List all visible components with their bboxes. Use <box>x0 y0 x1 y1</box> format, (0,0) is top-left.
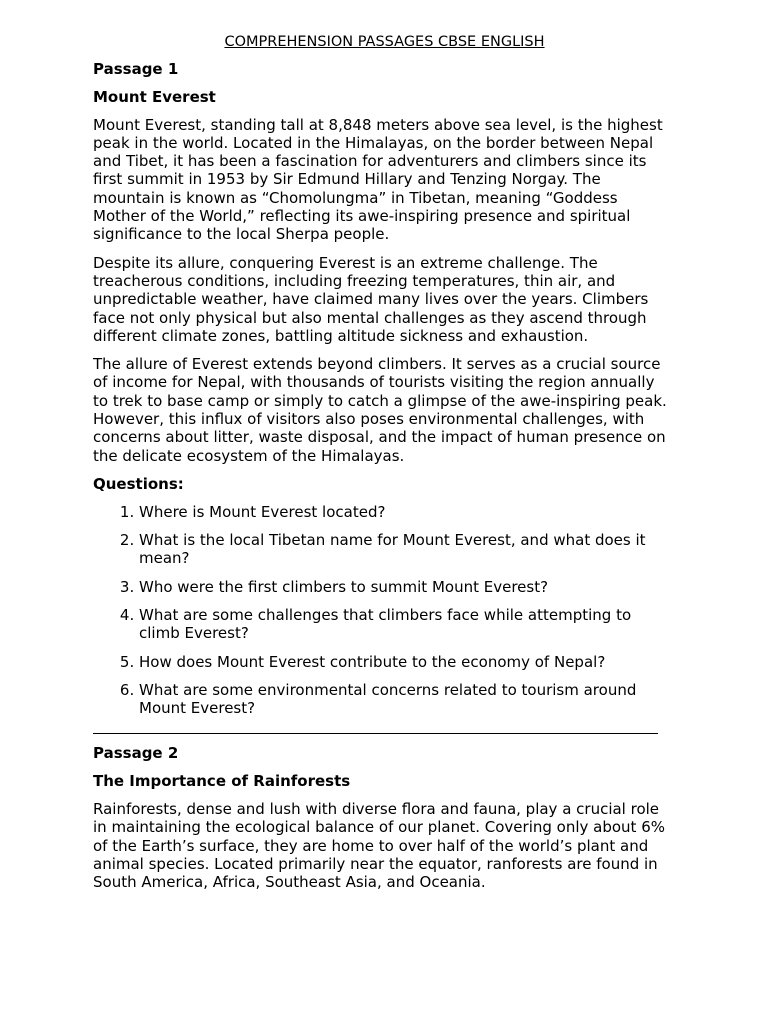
passage-1-heading: Mount Everest <box>93 87 216 106</box>
passage-2-label: Passage 2 <box>93 744 179 763</box>
question-item: 4. What are some challenges that climbers face while attempting to climb Everest? <box>139 606 673 643</box>
section-divider <box>93 733 658 734</box>
passage-2-heading: The Importance of Rainforests <box>93 772 351 791</box>
passage-2-paragraph: Rainforests, dense and lush with diverse flora and fauna, play a crucial role in maintaining the ecological balance of our planet. Covering only about 6% of the Earth’s surface, they are home to over half of the world’s plant and animal species. Located primarily near the equator, ranforests are found in South America, Africa, Southeast Asia, and Oceania. <box>93 800 666 892</box>
question-item: 6. What are some environmental concerns related to tourism around Mount Everest? <box>139 681 673 718</box>
passage-1-paragraph: The allure of Everest extends beyond climbers. It serves as a crucial source of income for Nepal, with thousands of tourists visiting the region annually to trek to base camp or simply to catch a glimpse of the awe-inspiring peak. However, this influx of visitors also poses environmental challenges, with concerns about litter, waste disposal, and the impact of human presence on the delicate ecosystem of the Himalayas. <box>93 355 667 465</box>
document-page <box>93 33 673 901</box>
question-item: 1. Where is Mount Everest located? <box>139 503 673 521</box>
passage-1-paragraph: Mount Everest, standing tall at 8,848 meters above sea level, is the highest peak in the world. Located in the Himalayas, on the border between Nepal and Tibet, it has been a fascination for adventurers and climbers since its first summit in 1953 by Sir Edmund Hillary and Tenzing Norgay. The mountain is known as “Chomolungma” in Tibetan, meaning “Goddess Mother of the World,” reflecting its awe-inspiring presence and spiritual significance to the local Sherpa people. <box>93 115 663 244</box>
question-item: 3. Who were the first climbers to summit Mount Everest? <box>139 578 673 596</box>
question-item: 5. How does Mount Everest contribute to the economy of Nepal? <box>139 653 673 671</box>
question-item: 2. What is the local Tibetan name for Mount Everest, and what does it mean? <box>139 531 673 568</box>
questions-list <box>93 503 673 718</box>
passage-1-label: Passage 1 <box>93 60 179 78</box>
questions-label: Questions: <box>93 474 184 493</box>
document-title: COMPREHENSION PASSAGES CBSE ENGLISH <box>224 34 545 50</box>
passage-1-paragraph: Despite its allure, conquering Everest is an extreme challenge. The treacherous conditions, including freezing temperatures, thin air, and unpredictable weather, have claimed many lives over the years. Climbers face not only physical but also mental challenges as they ascend through different climate zones, battling altitude sickness and exhaustion. <box>93 253 649 345</box>
